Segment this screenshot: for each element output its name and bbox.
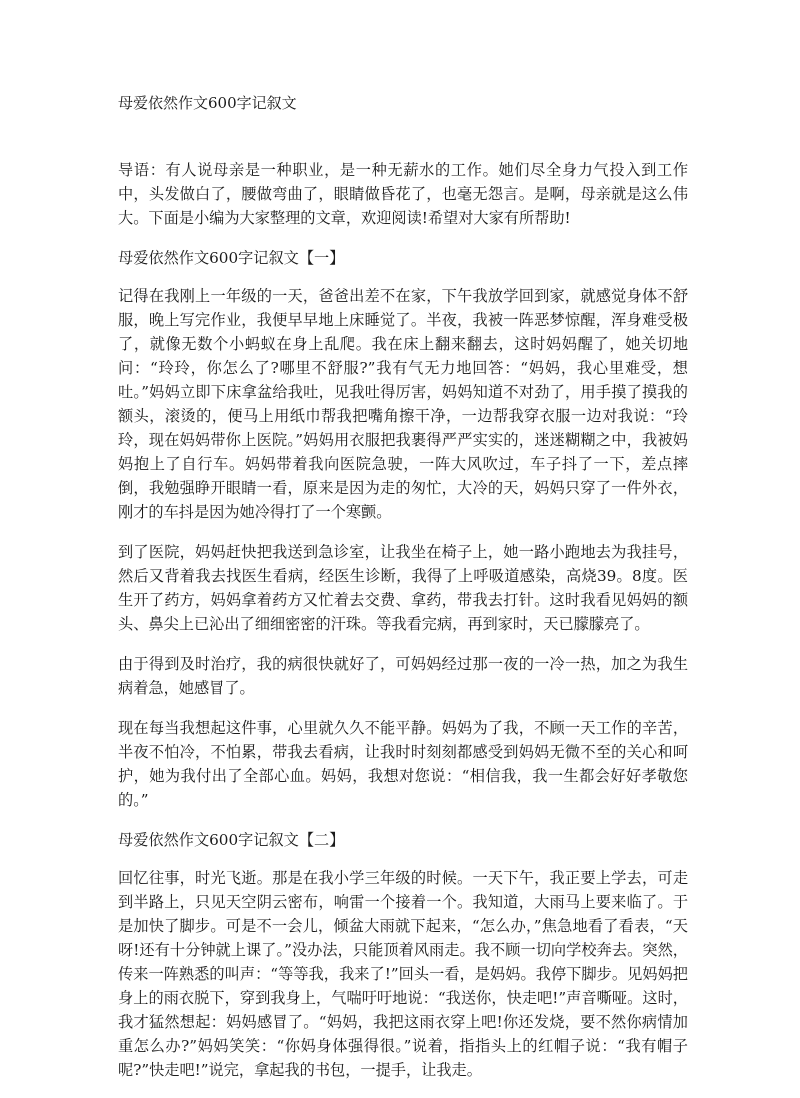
section1-paragraph: 由于得到及时治疗，我的病很快就好了，可妈妈经过那一夜的一冷一热，加之为我生病着急，她感冒了。 bbox=[118, 655, 688, 697]
section1-paragraph: 记得在我刚上一年级的一天，爸爸出差不在家，下午我放学回到家，就感觉身体不舒服，晚上写完作业，我便早早地上床睡觉了。半夜，我被一阵恶梦惊醒，浑身难受极了，就像无数个小蚂蚁在身上乱爬。我在床上翻来翻去，这时妈妈醒了，她关切地问：“玲玲，你怎么了?哪里不舒服?”我有气无力地回答：“妈妈，我心里难受，想吐。”妈妈立即下床拿盆给我吐，见我吐得厉害，妈妈知道不对劲了，用手摸了摸我的额头，滚烫的，便马上用纸巾帮我把嘴角擦干净，一边帮我穿衣服一边对我说：“玲玲，现在妈妈带你上医院。”妈妈用衣服把我裹得严严实实的，迷迷糊糊之中，我被妈妈抱上了自行车。妈妈带着我向医院急驶，一阵大风吹过，车子抖了一下，差点摔倒，我勉强睁开眼睛一看，原来是因为走的匆忙，大冷的天，妈妈只穿了一件外衣，刚才的车抖是因为她冷得打了一个寒颤。 bbox=[118, 287, 688, 521]
document-body bbox=[118, 158, 688, 1098]
intro-paragraph: 导语：有人说母亲是一种职业，是一种无薪水的工作。她们尽全身力气投入到工作中，头发做白了，腰做弯曲了，眼睛做昏花了，也毫无怨言。是啊，母亲就是这么伟大。下面是小编为大家整理的文章，欢迎阅读!希望对大家有所帮助! bbox=[118, 161, 688, 227]
document-title: 母爱依然作文600字记叙文 bbox=[118, 94, 297, 112]
section2-paragraph: 回忆往事，时光飞逝。那是在我小学三年级的时候。一天下午，我正要上学去，可走到半路上，只见天空阴云密布，响雷一个接着一个。我知道，大雨马上要来临了。于是加快了脚步。可是不一会儿，倾盆大雨就下起来，“怎么办，”焦急地看了看表，“天呀!还有十分钟就上课了。”没办法，只能顶着风雨走。我不顾一切向学校奔去。突然，传来一阵熟悉的叫声：“等等我，我来了!”回头一看，是妈妈。我停下脚步。见妈妈把身上的雨衣脱下，穿到我身上，气喘吁吁地说：“我送你，快走吧!”声音嘶哑。这时，我才猛然想起：妈妈感冒了。“妈妈，我把这雨衣穿上吧!你还发烧，要不然你病情加重怎么办?”妈妈笑笑：“你妈身体强得很。”说着，指指头上的红帽子说：“我有帽子呢?”快走吧!”说完，拿起我的书包，一提手，让我走。 bbox=[118, 869, 688, 1079]
section-heading-1: 母爱依然作文600字记叙文【一】 bbox=[118, 249, 345, 267]
section-heading-2: 母爱依然作文600字记叙文【二】 bbox=[118, 831, 345, 849]
section1-paragraph: 到了医院，妈妈赶快把我送到急诊室，让我坐在椅子上，她一路小跑地去为我挂号，然后又背着我去找医生看病，经医生诊断，我得了上呼吸道感染，高烧39。8度。医生开了药方，妈妈拿着药方又忙着去交费、拿药，带我去打针。这时我看见妈妈的额头、鼻尖上已沁出了细细密密的汗珠。等我看完病，再到家时，天已朦朦亮了。 bbox=[118, 543, 688, 633]
section1-paragraph: 现在每当我想起这件事，心里就久久不能平静。妈妈为了我，不顾一天工作的辛苦，半夜不怕冷，不怕累，带我去看病，让我时时刻刻都感受到妈妈无微不至的关心和呵护，她为我付出了全部心血。妈妈，我想对您说：“相信我，我一生都会好好孝敬您的。” bbox=[118, 719, 688, 809]
